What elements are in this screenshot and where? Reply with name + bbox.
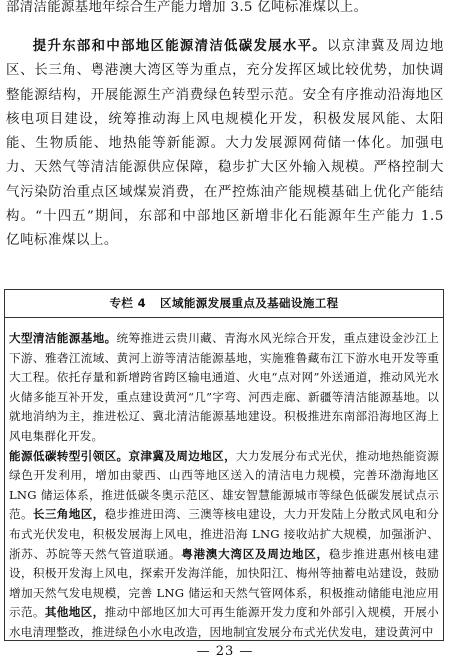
box-header — [5, 290, 443, 318]
box-paragraph-1 — [9, 329, 439, 447]
section-heading: 提升东部和中部地区能源清洁低碳发展水平。 — [32, 38, 328, 54]
box-paragraph-2 — [9, 447, 439, 641]
box-body — [5, 318, 443, 641]
top-line: 部清洁能源基地年综合生产能力增加 3.5 亿吨标准煤以上。 — [6, 0, 368, 15]
sidebar-box — [4, 289, 444, 641]
box-p2-region-4-body: 推动中部地区加大可再生能源开发力度和外部引入规模，开展小水电清理整改，推进绿色小水电改造，因地制宜发展分布式光伏发电，建设黄河中 — [9, 605, 439, 639]
box-label: 专栏 4 — [109, 296, 147, 310]
box-title: 区域能源发展重点及基础设施工程 — [160, 296, 339, 310]
box-p2-region-2-body: 稳步推进田湾、三澳等核电建设，大力开发陆上分散式风电和分布式光伏发电，积极发展海上风电，推进沿海 LNG 接收站扩大规模，加强浙沪、浙苏、苏皖等天然气管道联通。 — [9, 507, 440, 561]
page-number: — 23 — — [196, 644, 254, 659]
box-p2-region-1-body: 大力发展分布式光伏，推动地热能资源绿色开发利用，增加由蒙西、山西等地区送入的清洁电力规模，完善环渤海地区 LNG 储运体系，推进低碳冬奥示范区、雄安智慧能源城市等绿色低碳发展试点示范。 — [9, 448, 439, 522]
box-p1-heading: 大型清洁能源基地。 — [9, 331, 117, 345]
box-p2-region-1-heading: 京津冀及周边地区， — [128, 448, 237, 463]
section-paragraph — [6, 34, 444, 254]
box-p2-region-4-heading: 其他地区， — [44, 605, 105, 620]
box-p2-region-3-heading: 粤港澳大湾区及周边地区， — [181, 546, 329, 561]
box-p2-region-2-heading: 长三角地区， — [32, 507, 105, 522]
section-body: 以京津冀及周边地区、长三角、粤港澳大湾区等为重点，充分发挥区域比较优势，加快调整能源结构，开展能源生产消费绿色转型示范。安全有序推动沿海地区核电项目建设，统筹推动海上风电规模化开发，积极发展风能、太阳能、生物质能、地热能等新能源。大力发展源网荷储一体化。加强电力、天然气等清洁能源供应保障，稳步扩大区外输入规模。严格控制大气污染防治重点区域煤炭消费，在严控炼油产能规模基础上优化产能结构。“十四五”期间，东部和中部地区新增非化石能源年生产能力 1.5 亿吨标准煤以上。 — [6, 39, 444, 249]
box-p2-region-3-body: 稳步推进惠州核电建设，积极开发海上风电，探索开发海洋能，加快阳江、梅州等抽蓄电站建设，鼓励增加天然气发电规模，完善 LNG 储运和天然气管网体系，积极推动储能电池应用示范。 — [9, 546, 439, 620]
box-p2-heading: 能源低碳转型引领区。 — [9, 448, 129, 463]
box-p1-body: 统筹推进云贵川藏、青海水风光综合开发，重点建设金沙江上下游、雅砻江流域、黄河上游等清洁能源基地，实施雅鲁藏布江下游水电开发等重大工程。依托存量和新增跨省跨区输电通道、火电“点对网”外送通道，推动风光水火储多能互补开发，重点建设黄河“几”字弯、河西走廊、新疆等清洁能源基地。以就地消纳为主，推进松辽、冀北清洁能源基地建设。积极推进东南部沿海地区海上风电集群化开发。 — [9, 331, 439, 443]
